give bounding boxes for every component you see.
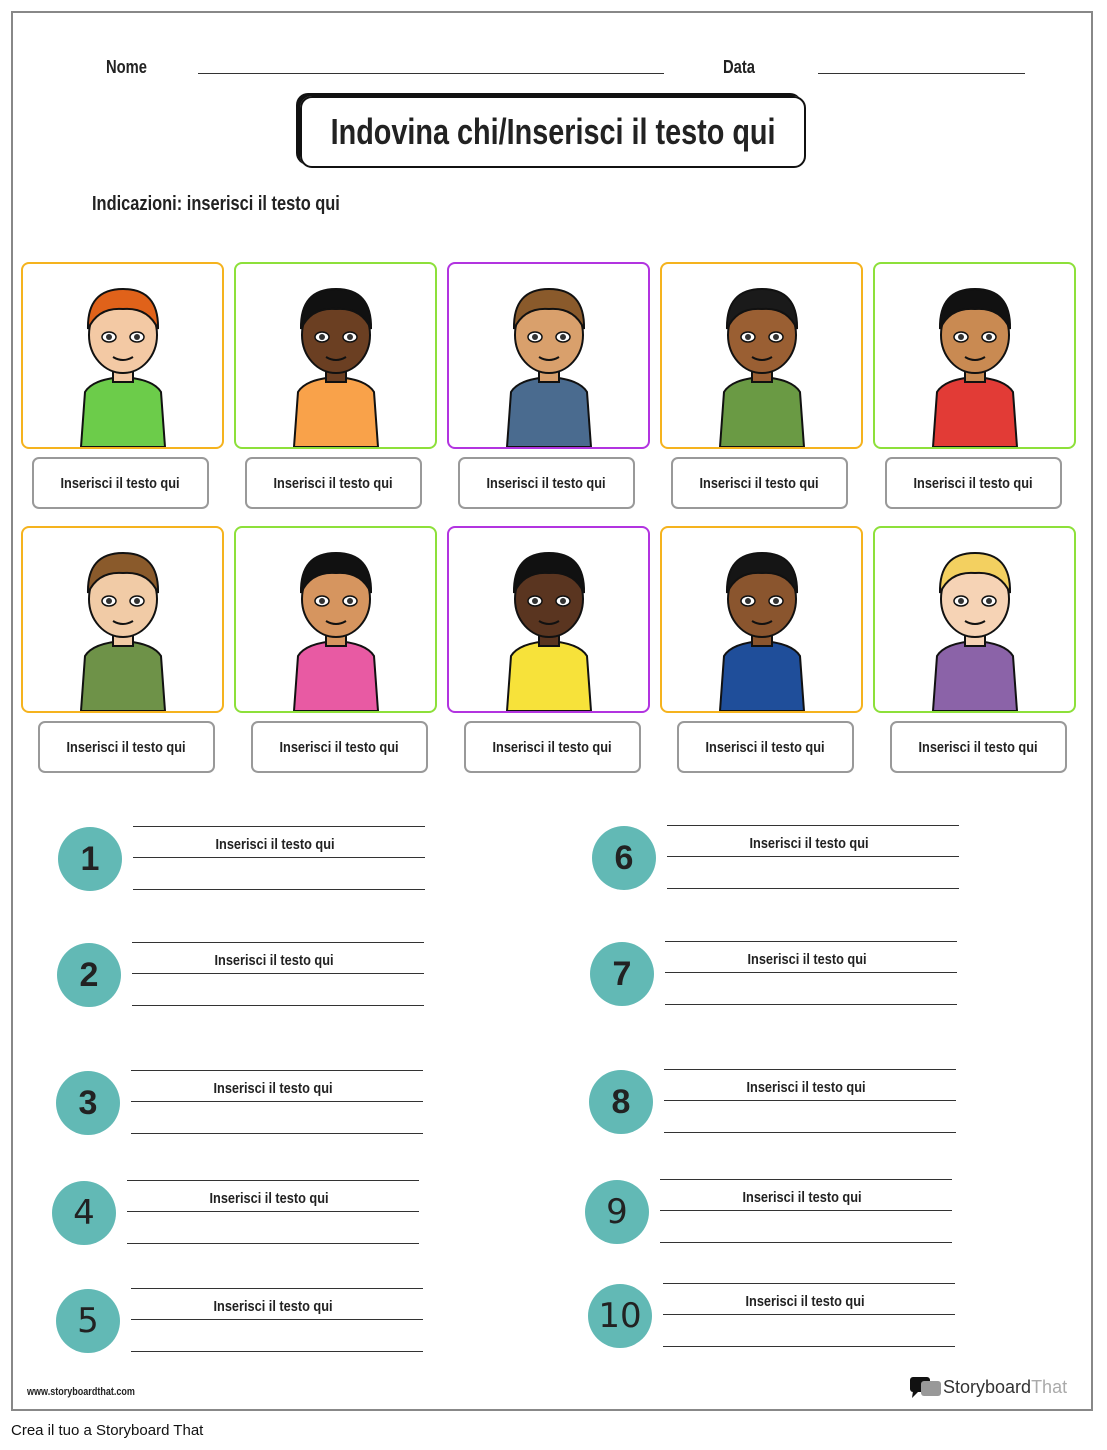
answer-writing-line[interactable]: [664, 1132, 956, 1133]
number-circle: [585, 1180, 649, 1244]
number-text: 5: [77, 1301, 99, 1341]
name-label-box[interactable]: [251, 721, 428, 773]
number-text: 4: [73, 1193, 95, 1233]
character-card: [234, 262, 437, 449]
number-circle: [58, 827, 122, 891]
answer-line: [667, 856, 959, 857]
number-text: 7: [612, 954, 632, 993]
character-avatar: [702, 531, 822, 711]
answer-writing-line[interactable]: [667, 888, 959, 889]
number-text: 6: [614, 838, 634, 877]
character-avatar: [276, 267, 396, 447]
answer-line: [132, 942, 424, 943]
answer-line: [664, 1069, 956, 1070]
title-box: [300, 96, 806, 168]
answer-line: [665, 941, 957, 942]
name-label-box[interactable]: [671, 457, 848, 509]
character-card: [660, 526, 863, 713]
name-label-text: Inserisci il testo qui: [273, 474, 394, 492]
character-avatar: [915, 267, 1035, 447]
number-text: 8: [611, 1082, 631, 1121]
number-circle: [56, 1289, 120, 1353]
number-text: 10: [598, 1296, 642, 1336]
character-card: [873, 526, 1076, 713]
number-circle: [52, 1181, 116, 1245]
character-avatar: [63, 531, 183, 711]
name-label-box[interactable]: [677, 721, 854, 773]
answer-text[interactable]: Inserisci il testo qui: [215, 836, 335, 853]
answer-line: [660, 1179, 952, 1180]
answer-text[interactable]: Inserisci il testo qui: [213, 1298, 333, 1315]
answer-line: [133, 857, 425, 858]
answer-line: [667, 825, 959, 826]
answer-line: [132, 973, 424, 974]
answer-line: [665, 972, 957, 973]
name-label-text: Inserisci il testo qui: [913, 474, 1034, 492]
name-label-box[interactable]: [32, 457, 209, 509]
character-card: [234, 526, 437, 713]
speech-bubbles-icon: [909, 1375, 943, 1399]
name-label-text: Inserisci il testo qui: [699, 474, 820, 492]
character-card: [873, 262, 1076, 449]
storyboardthat-logo: Storyboard That: [909, 1375, 1067, 1399]
footer-url[interactable]: www.storyboardthat.com: [27, 1386, 135, 1398]
number-circle: [592, 826, 656, 890]
answer-writing-line[interactable]: [132, 1005, 424, 1006]
character-card: [447, 262, 650, 449]
answer-line: [131, 1070, 423, 1071]
answer-text[interactable]: Inserisci il testo qui: [745, 1293, 865, 1310]
answer-line: [663, 1283, 955, 1284]
answer-text[interactable]: Inserisci il testo qui: [209, 1190, 329, 1207]
character-avatar: [276, 531, 396, 711]
answer-writing-line[interactable]: [127, 1243, 419, 1244]
answer-text[interactable]: Inserisci il testo qui: [747, 951, 867, 968]
answer-line: [660, 1210, 952, 1211]
name-label: Nome: [106, 57, 148, 77]
answer-line: [127, 1180, 419, 1181]
answer-line: [127, 1211, 419, 1212]
name-label-text: Inserisci il testo qui: [279, 738, 400, 756]
name-label-box[interactable]: [890, 721, 1067, 773]
answer-writing-line[interactable]: [131, 1133, 423, 1134]
character-avatar: [63, 267, 183, 447]
number-circle: [589, 1070, 653, 1134]
character-card: [447, 526, 650, 713]
character-avatar: [489, 267, 609, 447]
name-label-text: Inserisci il testo qui: [60, 474, 181, 492]
answer-text[interactable]: Inserisci il testo qui: [214, 952, 334, 969]
name-label-text: Inserisci il testo qui: [486, 474, 607, 492]
name-label-box[interactable]: [458, 457, 635, 509]
name-label-box[interactable]: [464, 721, 641, 773]
answer-writing-line[interactable]: [131, 1351, 423, 1352]
answer-line: [131, 1288, 423, 1289]
name-label-text: Inserisci il testo qui: [492, 738, 613, 756]
answer-line: [133, 826, 425, 827]
character-card: [21, 262, 224, 449]
number-text: 9: [606, 1192, 628, 1232]
name-field-line[interactable]: [198, 73, 664, 74]
name-label-box[interactable]: [245, 457, 422, 509]
answer-line: [664, 1100, 956, 1101]
answer-text[interactable]: Inserisci il testo qui: [749, 835, 869, 852]
number-text: 1: [80, 839, 100, 878]
answer-line: [131, 1319, 423, 1320]
number-circle: [590, 942, 654, 1006]
date-label: Data: [723, 57, 755, 77]
footer-caption[interactable]: Crea il tuo a Storyboard That: [11, 1422, 204, 1439]
character-card: [660, 262, 863, 449]
number-circle: [56, 1071, 120, 1135]
number-circle: [57, 943, 121, 1007]
answer-writing-line[interactable]: [133, 889, 425, 890]
character-avatar: [489, 531, 609, 711]
number-text: 2: [79, 955, 99, 994]
answer-text[interactable]: Inserisci il testo qui: [746, 1079, 866, 1096]
answer-writing-line[interactable]: [660, 1242, 952, 1243]
answer-line: [131, 1101, 423, 1102]
name-label-box[interactable]: [885, 457, 1062, 509]
number-circle: [588, 1284, 652, 1348]
date-field-line[interactable]: [818, 73, 1025, 74]
name-label-box[interactable]: [38, 721, 215, 773]
answer-text[interactable]: Inserisci il testo qui: [742, 1189, 862, 1206]
character-card: [21, 526, 224, 713]
character-avatar: [702, 267, 822, 447]
name-label-text: Inserisci il testo qui: [918, 738, 1039, 756]
answer-writing-line[interactable]: [665, 1004, 957, 1005]
answer-text[interactable]: Inserisci il testo qui: [213, 1080, 333, 1097]
name-label-text: Inserisci il testo qui: [705, 738, 826, 756]
directions: Indicazioni: inserisci il testo qui: [92, 193, 340, 215]
page-title: Indovina chi/Inserisci il testo qui: [330, 111, 776, 152]
answer-line: [663, 1314, 955, 1315]
name-label-text: Inserisci il testo qui: [66, 738, 187, 756]
answer-writing-line[interactable]: [663, 1346, 955, 1347]
character-avatar: [915, 531, 1035, 711]
number-text: 3: [78, 1083, 98, 1122]
